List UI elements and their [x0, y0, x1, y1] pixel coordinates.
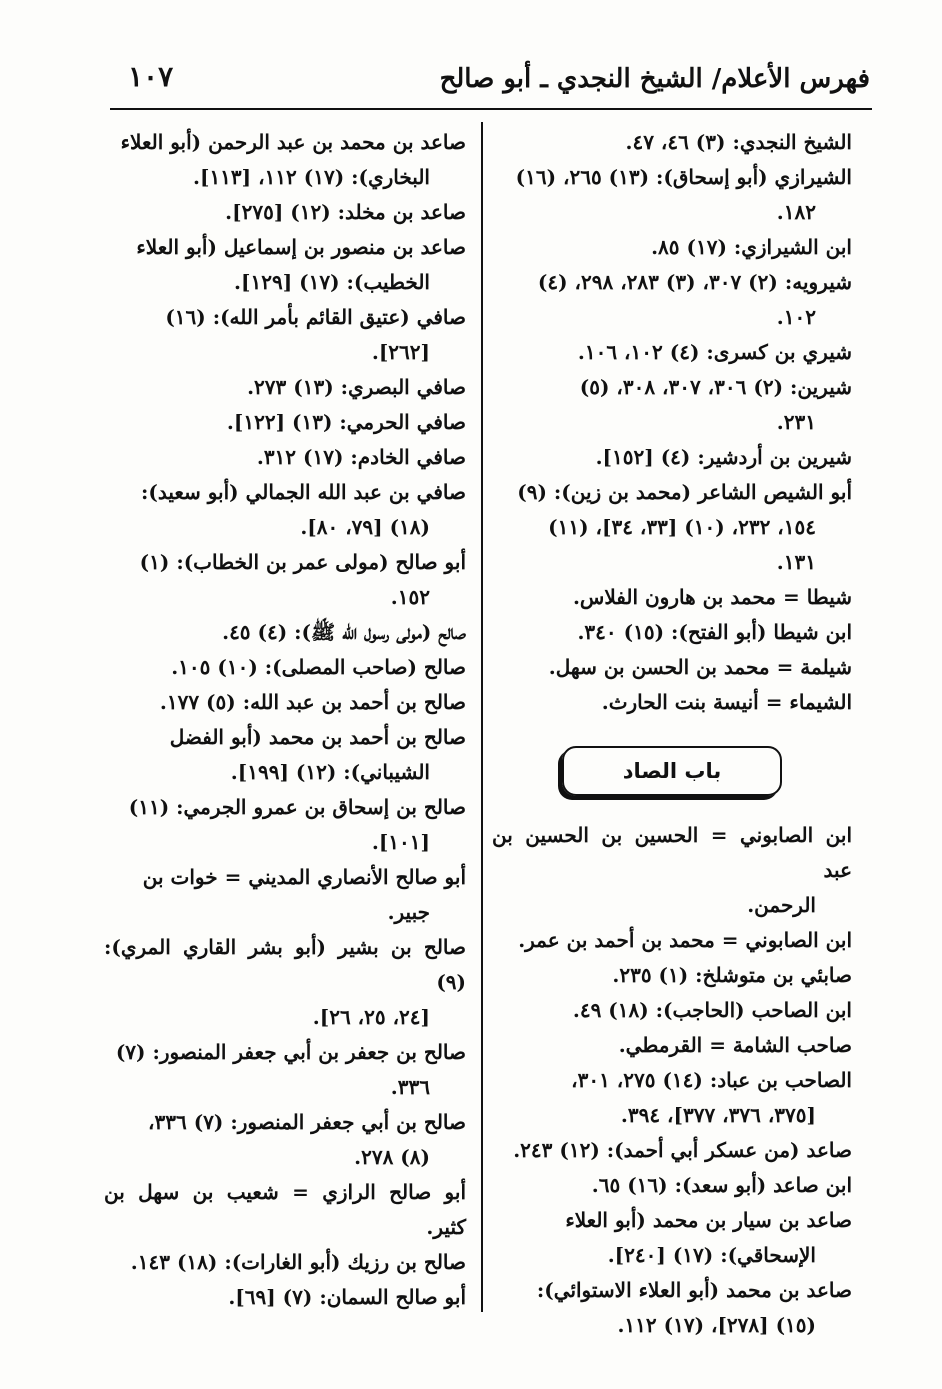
entry-text: الشيرازي (أبو إسحاق): (١٣) ٢٦٥، (١٦) — [515, 165, 852, 189]
index-entry — [104, 1035, 466, 1105]
right-column-entries-bottom — [492, 818, 852, 1343]
entry-continuation: جبير. — [387, 900, 430, 924]
entry-text: شيلمة = محمد بن الحسن بن سهل. — [548, 655, 852, 679]
entry-continuation: ٢٣١. — [776, 410, 816, 434]
index-entry — [492, 923, 852, 958]
entry-text: صاعد بن سيار بن محمد (أبو العلاء — [565, 1208, 852, 1232]
entry-text: ابن الصابوني = محمد بن أحمد بن عمر. — [518, 928, 852, 952]
entry-text: صافي بن عبد الله الجمالي (أبو سعيد): — [140, 480, 466, 504]
entry-text: صاعد بن مخلد: (١٢) [٢٧٥]. — [225, 200, 466, 224]
entry-text: ابن صاعد (أبو سعد): (١٦) ٦٥. — [591, 1173, 852, 1197]
entry-continuation: الإسحاقي): (١٧) [٢٤٠]. — [607, 1243, 816, 1267]
index-entry — [492, 1273, 852, 1343]
index-entry — [104, 370, 466, 405]
index-entry — [492, 1168, 852, 1203]
index-entry — [104, 125, 466, 195]
entry-text: شيرويه: (٢) ٣٠٧، (٣) ٢٨٣، ٢٩٨، (٤) — [537, 270, 852, 294]
index-entry — [492, 958, 852, 993]
index-entry — [104, 1245, 466, 1280]
index-entry — [104, 405, 466, 440]
entry-text: صالح (صاحب المصلى): (١٠) ١٠٥. — [171, 655, 466, 679]
index-entry — [492, 1063, 852, 1133]
entry-text: الشيماء = أنيسة بنت الحارث. — [601, 690, 852, 714]
index-entry — [492, 615, 852, 650]
entry-text: صالح بن أبي جعفر المنصور: (٧) ٣٣٦، — [148, 1110, 466, 1134]
index-entry — [492, 475, 852, 580]
entry-continuation: ١٥٢. — [390, 585, 430, 609]
index-entry — [492, 580, 852, 615]
entry-text: الشيخ النجدي: (٣) ٤٦، ٤٧. — [625, 130, 852, 154]
entry-text: أبو صالح الأنصاري المديني = خوات بن — [142, 865, 466, 889]
entry-text: صاعد بن منصور بن إسماعيل (أبو العلاء — [136, 235, 466, 259]
index-entry — [104, 860, 466, 930]
entry-text: شيرين بن أردشير: (٤) [١٥٢]. — [595, 445, 852, 469]
index-entry — [492, 370, 852, 440]
entry-text: ابن شيطا (أبو الفتح): (١٥) ٣٤٠. — [577, 620, 852, 644]
entry-text: صافي الخادم: (١٧) ٣١٢. — [256, 445, 466, 469]
section-heading: باب الصاد — [622, 758, 722, 783]
entry-text: صالح بن جعفر بن أبي جعفر المنصور: (٧) — [115, 1040, 466, 1064]
entry-text: صاعد (من عسكر أبي أحمد): (١٢) ٢٤٣. — [513, 1138, 852, 1162]
entry-text: صاحب الشامة = القرمطي. — [618, 1033, 852, 1057]
entry-continuation: [٢٦٢]. — [371, 340, 430, 364]
index-entry — [104, 195, 466, 230]
entry-continuation: الشيباني): (١٢) [١٩٩]. — [230, 760, 430, 784]
entry-text: صابئي بن متوشلخ: (١) ٢٣٥. — [612, 963, 852, 987]
entry-text: أبو الشيص الشاعر (محمد بن زين): (٩) — [517, 480, 852, 504]
entry-text: الصاحب بن عباد: (١٤) ٢٧٥، ٣٠١، — [571, 1068, 852, 1092]
entry-continuation: ١٣١. — [776, 550, 816, 574]
index-entry — [104, 685, 466, 720]
index-entry — [492, 1028, 852, 1063]
index-entry — [104, 300, 466, 370]
entry-continuation: [١٠١]. — [371, 830, 430, 854]
left-column — [104, 125, 466, 1315]
column-divider — [481, 122, 483, 1312]
index-entry — [104, 650, 466, 685]
index-entry — [492, 993, 852, 1028]
entry-text: شيطا = محمد بن هارون الفلاس. — [572, 585, 852, 609]
index-entry — [104, 1280, 466, 1315]
index-entry — [104, 545, 466, 615]
entry-text: أبو صالح السمان: (٧) [٦٩]. — [228, 1285, 466, 1309]
index-entry — [492, 818, 852, 923]
entry-text: صالح بن إسحاق بن عمرو الجرمي: (١١) — [128, 795, 466, 819]
index-entry — [492, 1203, 852, 1273]
entry-continuation: [٣٧٥، ٣٧٦، ٣٧٧]، ٣٩٤. — [620, 1103, 816, 1127]
entry-text: ابن الصابوني = الحسين بن الحسين بن عبد — [492, 823, 852, 882]
entry-continuation: ١٠٢. — [776, 305, 816, 329]
page-number: ١٠٧ — [128, 60, 174, 93]
index-entry — [104, 720, 466, 790]
entry-text: صافي البصري: (١٣) ٢٧٣. — [247, 375, 466, 399]
section-heading-box — [562, 746, 782, 796]
entry-text: ابن الشيرازي: (١٧) ٨٥. — [651, 235, 852, 259]
right-column-entries-top — [492, 125, 852, 720]
index-entry — [104, 1105, 466, 1175]
entry-continuation: (٨) ٢٧٨. — [354, 1145, 430, 1169]
entry-text: صالح (مولى رسول الله ﷺ): (٤) ٤٥. — [222, 620, 466, 644]
index-entry — [104, 790, 466, 860]
index-entry — [104, 930, 466, 1035]
index-entry — [492, 230, 852, 265]
index-entry — [492, 335, 852, 370]
index-entry — [104, 1175, 466, 1245]
entry-text: شيرين: (٢) ٣٠٦، ٣٠٧، ٣٠٨، (٥) — [579, 375, 852, 399]
entry-continuation: (١٨) [٧٩، ٨٠]. — [300, 515, 430, 539]
entry-continuation: الرحمن. — [747, 893, 816, 917]
entry-continuation: الخطيب): (١٧) [١٢٩]. — [234, 270, 430, 294]
entry-text: ابن الصاحب (الحاجب): (١٨) ٤٩. — [572, 998, 852, 1022]
entry-text: صاعد بن محمد (أبو العلاء الاستوائي): — [536, 1278, 852, 1302]
page-header-title: فهرس الأعلام/ الشيخ النجدي ـ أبو صالح — [439, 64, 870, 94]
entry-continuation: ١٨٢. — [776, 200, 816, 224]
entry-continuation: البخاري): (١٧) ١١٢، [١١٣]. — [193, 165, 430, 189]
entry-continuation: (١٥) [٢٧٨]، (١٧) ١١٢. — [617, 1313, 816, 1337]
entry-text: شيري بن كسرى: (٤) ١٠٢، ١٠٦. — [577, 340, 852, 364]
entry-text: أبو صالح (مولى عمر بن الخطاب): (١) — [139, 550, 466, 574]
index-entry — [492, 265, 852, 335]
entry-text: صالح بن أحمد بن محمد (أبو الفضل — [169, 725, 466, 749]
entry-text: صافي الحرمي: (١٣) [١٢٢]. — [226, 410, 466, 434]
index-entry — [104, 230, 466, 300]
index-entry — [492, 1133, 852, 1168]
header-divider — [110, 108, 872, 110]
left-column-entries — [104, 125, 466, 1315]
right-column — [492, 125, 852, 1343]
entry-continuation: [٢٤، ٢٥، ٢٦]. — [312, 1005, 430, 1029]
index-entry — [492, 685, 852, 720]
entry-text: صالح بن رزيك (أبو الغارات): (١٨) ١٤٣. — [130, 1250, 466, 1274]
index-entry — [492, 440, 852, 475]
entry-continuation: ٣٣٦. — [390, 1075, 430, 1099]
index-entry — [104, 475, 466, 545]
index-entry — [492, 125, 852, 160]
index-entry — [104, 440, 466, 475]
entry-text: صالح بن بشير (أبو بشر القاري المري): (٩) — [104, 935, 466, 994]
index-entry — [104, 615, 466, 650]
index-entry — [492, 160, 852, 230]
entry-text: صافي (عتيق القائم بأمر الله): (١٦) — [165, 305, 466, 329]
entry-text: أبو صالح الرازي = شعيب بن سهل بن كثير. — [104, 1180, 466, 1239]
entry-continuation: ١٥٤، ٢٣٢، (١٠) [٣٣، ٣٤]، (١١) — [548, 515, 816, 539]
entry-text: صاعد بن محمد بن عبد الرحمن (أبو العلاء — [120, 130, 466, 154]
index-entry — [492, 650, 852, 685]
entry-text: صالح بن أحمد بن عبد الله: (٥) ١٧٧. — [159, 690, 466, 714]
